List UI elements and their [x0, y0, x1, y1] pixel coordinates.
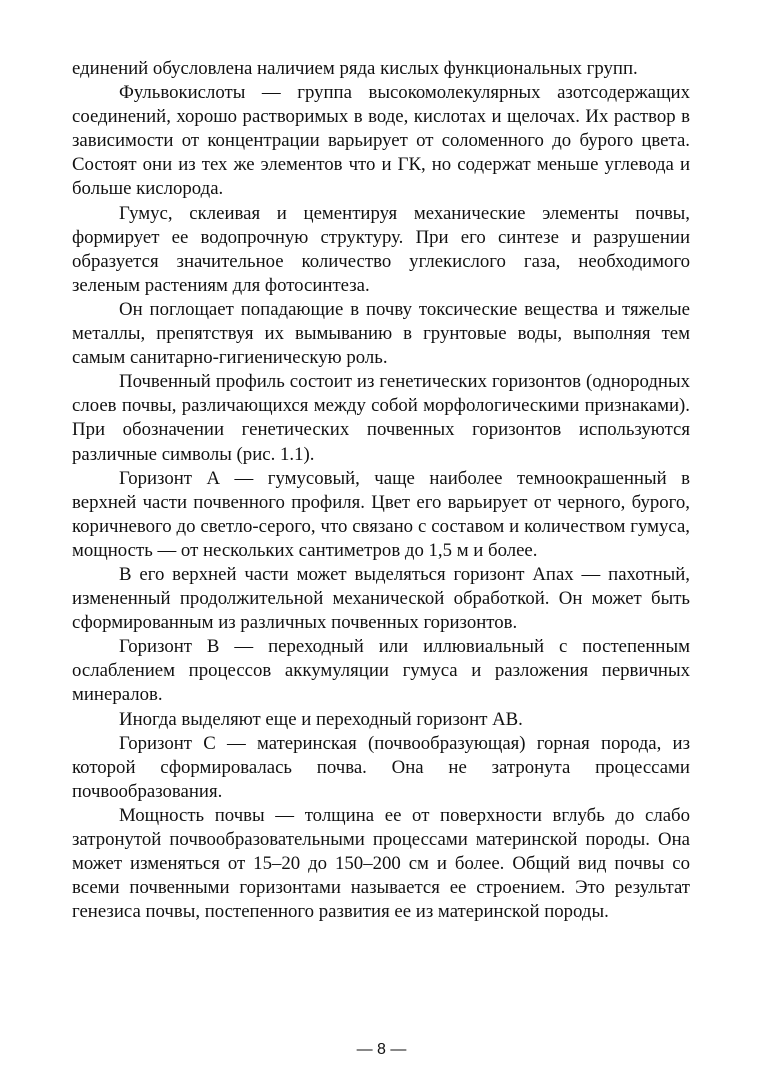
paragraph-toxic-absorption: Он поглощает попадающие в почву токсические вещества и тяжелые металлы, препятствуя их вымыванию в грунтовые воды, выполняя тем самым санитарно-гигиеническую роль.	[72, 298, 690, 369]
page-number: — 8 —	[356, 1041, 407, 1058]
paragraph-fulvic-acids: Фульвокислоты — группа высокомолекулярных азотсодержащих соединений, хорошо растворимых в воде, кислотах и щелочах. Их раствор в зависимости от концентрации варьирует от соломенного до бурого цвета. Состоят они из тех же элементов что и ГК, но содержат меньше углевода и больше кислорода.	[72, 82, 690, 200]
paragraph-horizon-a: Горизонт А — гумусовый, чаще наиболее темноокрашенный в верхней части почвенного профиля. Цвет его варьирует от черного, бурого, коричневого до светло-серого, что связано с составом и количеством гумуса, мощность — от нескольких сантиметров до 1,5 м и более.	[72, 467, 690, 561]
paragraph-soil-thickness: Мощность почвы — толщина ее от поверхности вглубь до слабо затронутой почвообразовательными процессами материнской породы. Она может изменяться от 15–20 до 150–200 см и более. Общий вид почвы со всеми почвенными горизонтами называется ее строением. Это результат генезиса почвы, постепенного развития ее из материнской породы.	[72, 804, 690, 923]
paragraph-horizon-b: Горизонт В — переходный или иллювиальный с постепенным ослаблением процессов аккумуляции гумуса и разложения первичных минералов.	[72, 636, 690, 706]
page-body	[72, 57, 690, 924]
paragraph-humus-structure: Гумус, склеивая и цементируя механические элементы почвы, формирует ее водопрочную структуру. При его синтезе и разрушении образуется значительное количество углекислого газа, необходимого зеленым растениям для фотосинтеза.	[72, 202, 690, 296]
paragraph-horizon-apakh: В его верхней части может выделяться горизонт Апах — пахотный, измененный продолжительной механической обработкой. Он может быть сформированным из различных почвенных горизонтов.	[72, 563, 690, 634]
paragraph-horizon-c: Горизонт С — материнская (почвообразующая) горная порода, из которой сформировалась почва. Она не затронута процессами почвообразования.	[72, 732, 690, 802]
paragraph-soil-profile: Почвенный профиль состоит из генетических горизонтов (однородных слоев почвы, различающихся между собой морфологическими признаками). При обозначении генетических почвенных горизонтов используются различные символы (рис. 1.1).	[72, 371, 690, 465]
paragraph-continuation: единений обусловлена наличием ряда кислых функциональных групп.	[72, 58, 638, 79]
paragraph-horizon-ab: Иногда выделяют еще и переходный горизонт АВ.	[119, 708, 523, 730]
